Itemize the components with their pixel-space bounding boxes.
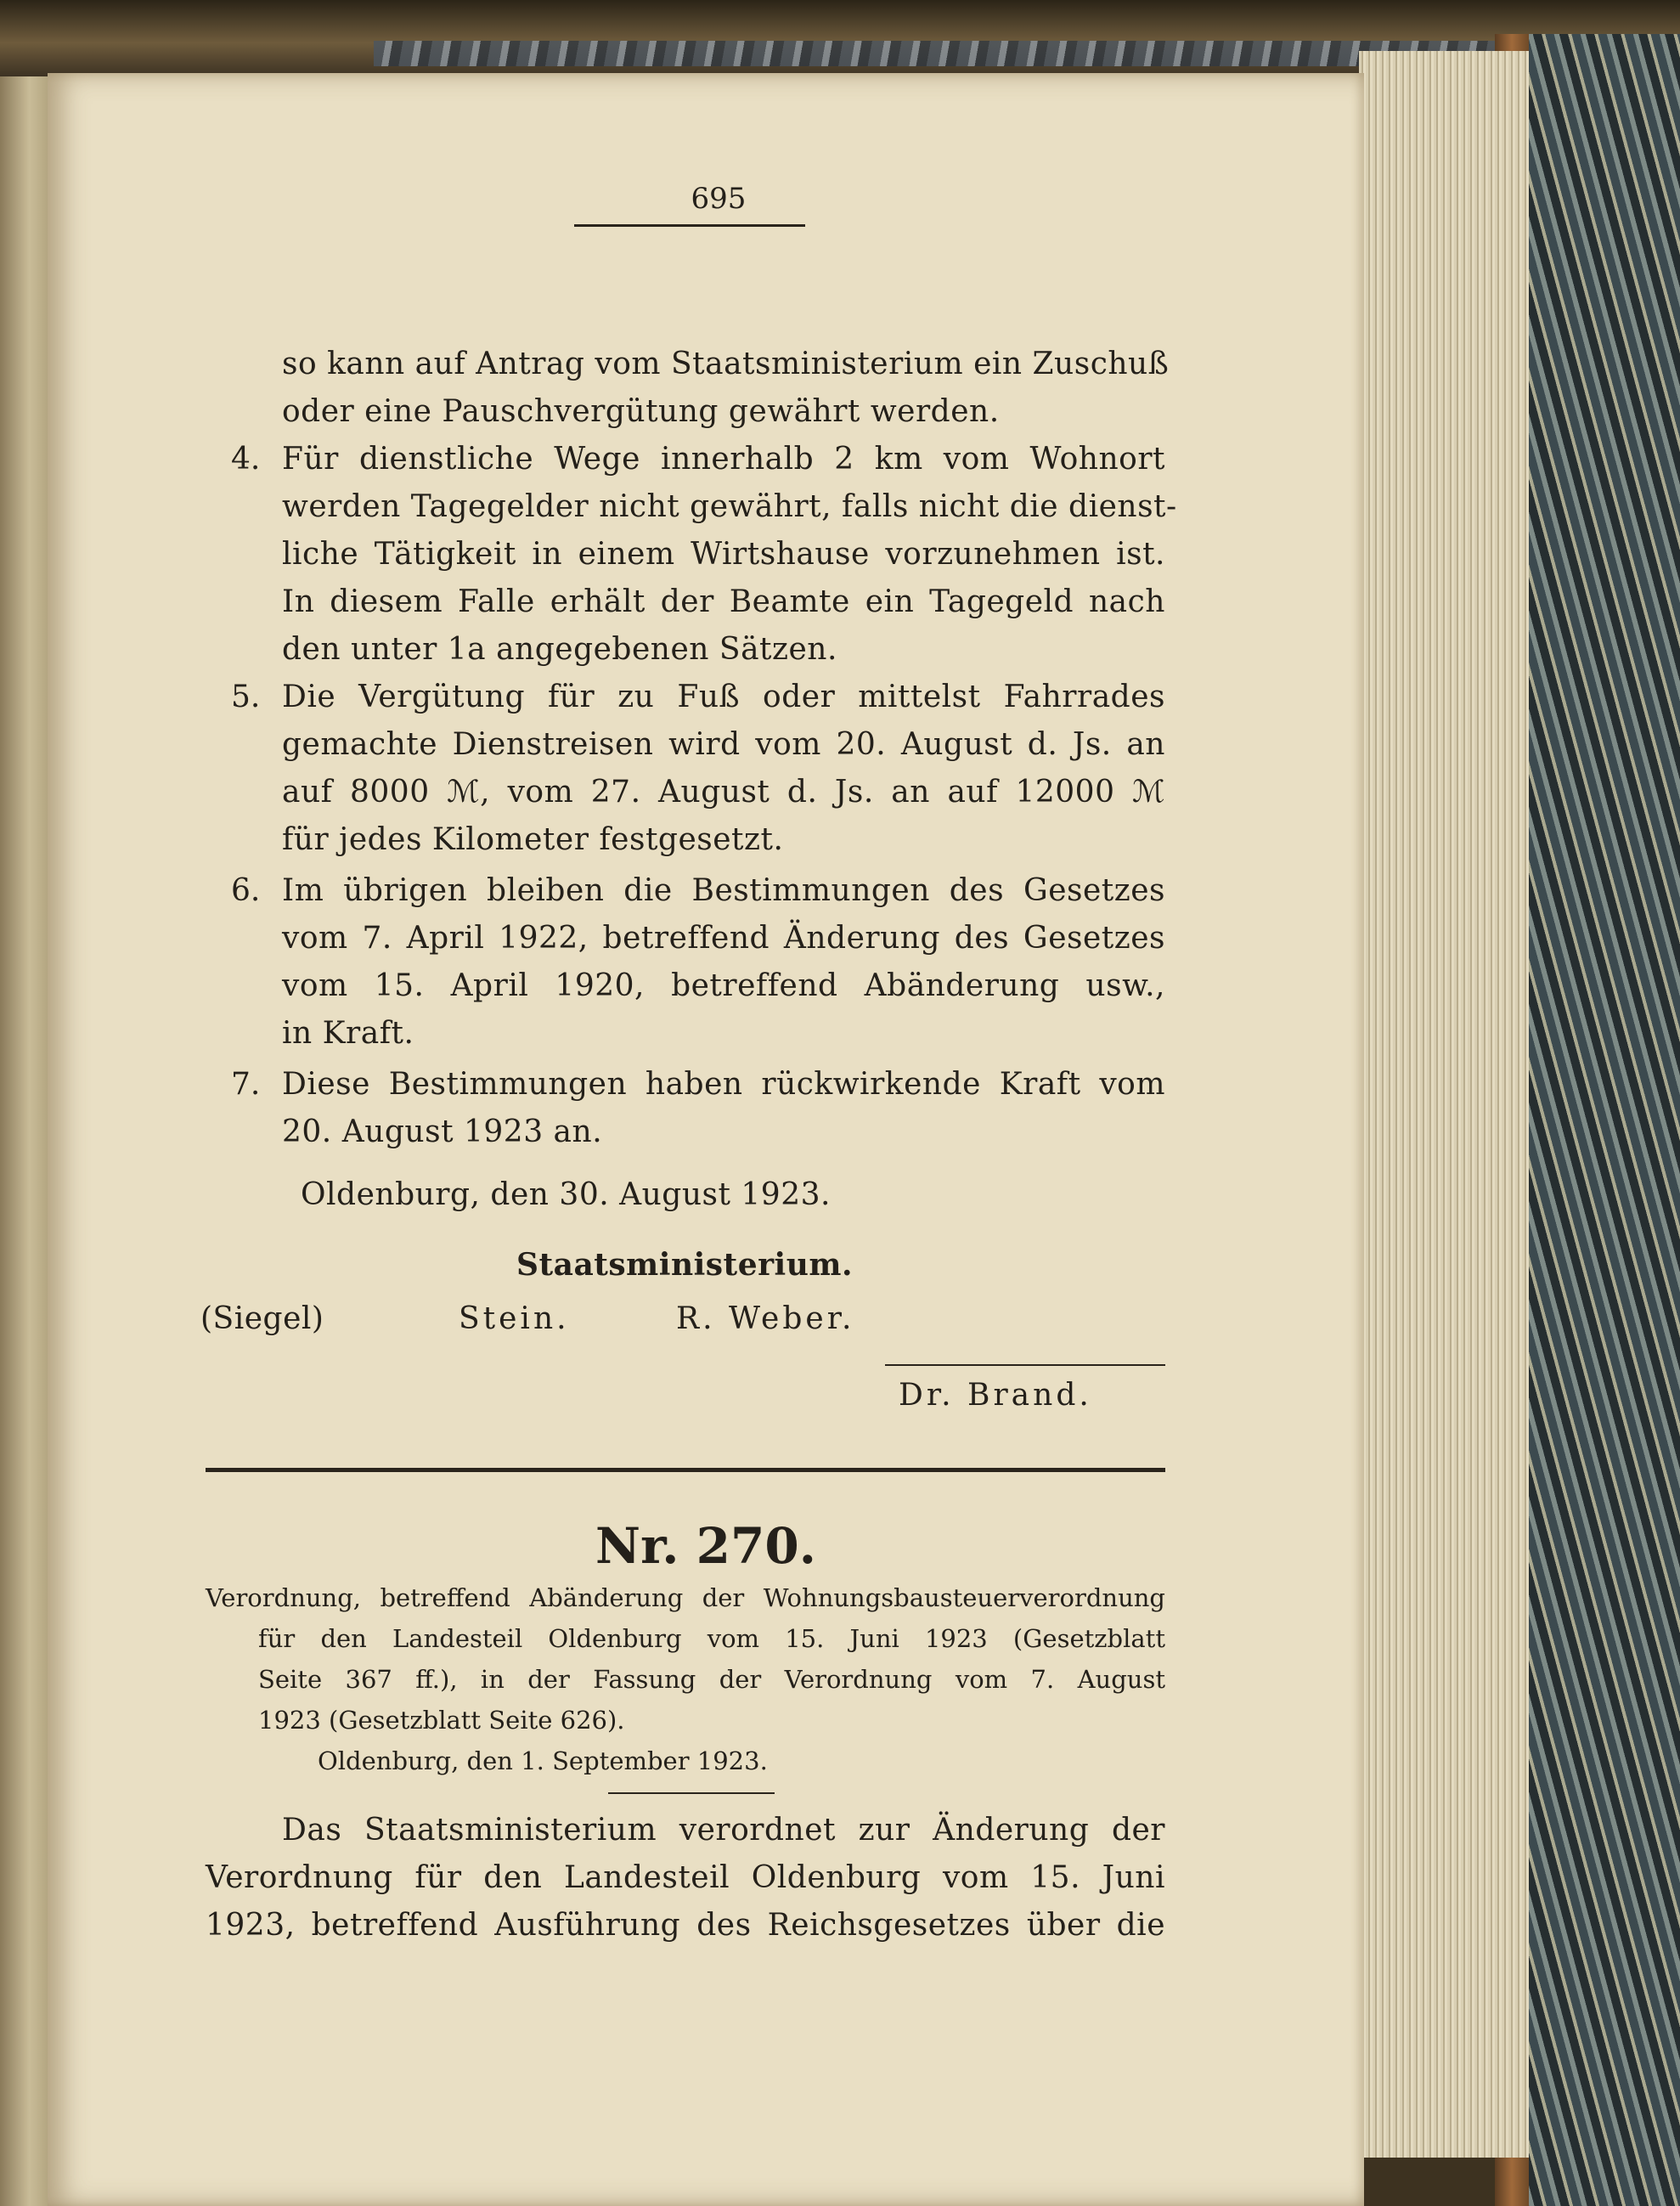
text-line: 20. August 1923 an.: [282, 1114, 603, 1149]
item-number: 6.: [231, 873, 261, 908]
text-line: den unter 1a angegebenen Sätzen.: [282, 632, 837, 667]
decree-heading-line: für den Landesteil Oldenburg vom 15. Juni 1923 (Gesetzblatt: [258, 1624, 1165, 1653]
left-page-edge: [0, 76, 49, 2206]
authority: Staatsministerium.: [516, 1247, 854, 1283]
text-line: vom 15. April 1920, betreffend Abänderung usw.,: [282, 968, 1165, 1003]
page-stack-edges: [1359, 51, 1529, 2158]
text-line: Diese Bestimmungen haben rückwirkende Kraft vom: [282, 1067, 1165, 1102]
place-date: Oldenburg, den 30. August 1923.: [301, 1177, 831, 1212]
item-number: 4.: [231, 442, 261, 477]
section-divider: [206, 1468, 1165, 1472]
text-line: Die Vergütung für zu Fuß oder mittelst Fahrrades: [282, 680, 1165, 714]
text-line: Das Staatsministerium verordnet zur Änderung der: [282, 1813, 1165, 1848]
text-line: auf 8000 ℳ, vom 27. August d. Js. an auf 12000 ℳ: [282, 775, 1165, 810]
signature-stein: Stein.: [459, 1301, 570, 1336]
section-number: Nr. 270.: [595, 1517, 816, 1575]
decree-heading-line: Seite 367 ff.), in der Fassung der Verordnung vom 7. August: [258, 1665, 1165, 1694]
marbled-cover-right: [1520, 34, 1680, 2206]
text-line: liche Tätigkeit in einem Wirtshause vorzunehmen ist.: [282, 537, 1165, 572]
text-line: werden Tagegelder nicht gewährt, falls nicht die dienst-: [282, 489, 1177, 524]
book-page: [48, 73, 1364, 2206]
seal: (Siegel): [200, 1301, 324, 1336]
decree-rule: [608, 1792, 775, 1794]
decree-date: Oldenburg, den 1. September 1923.: [318, 1746, 768, 1775]
decree-heading-line: 1923 (Gesetzblatt Seite 626).: [258, 1706, 625, 1735]
text-line: In diesem Falle erhält der Beamte ein Tagegeld nach: [282, 584, 1165, 619]
item-number: 7.: [231, 1067, 261, 1102]
item-number: 5.: [231, 680, 261, 714]
header-rule: [574, 224, 805, 227]
text-line: gemachte Dienstreisen wird vom 20. August d. Js. an: [282, 727, 1165, 762]
text-line: in Kraft.: [282, 1016, 414, 1051]
text-line: so kann auf Antrag vom Staatsministerium ein Zuschuß: [282, 347, 1170, 381]
text-line: Verordnung für den Landesteil Oldenburg vom 15. Juni: [206, 1860, 1165, 1895]
text-line: 1923, betreffend Ausführung des Reichsgesetzes über die: [206, 1908, 1165, 1943]
signature-rule: [885, 1364, 1165, 1366]
decree-heading-line: Verordnung, betreffend Abänderung der Wohnungsbausteuerverordnung: [206, 1583, 1165, 1612]
text-line: für jedes Kilometer festgesetzt.: [282, 822, 784, 857]
page-number: 695: [691, 182, 747, 216]
text-line: vom 7. April 1922, betreffend Änderung des Gesetzes: [282, 921, 1165, 956]
countersign: Dr. Brand.: [899, 1378, 1092, 1413]
text-line: oder eine Pauschvergütung gewährt werden.: [282, 394, 1000, 429]
text-line: Im übrigen bleiben die Bestimmungen des Gesetzes: [282, 873, 1165, 908]
text-line: Für dienstliche Wege innerhalb 2 km vom Wohnort: [282, 442, 1165, 477]
signature-weber: R. Weber.: [676, 1301, 855, 1336]
